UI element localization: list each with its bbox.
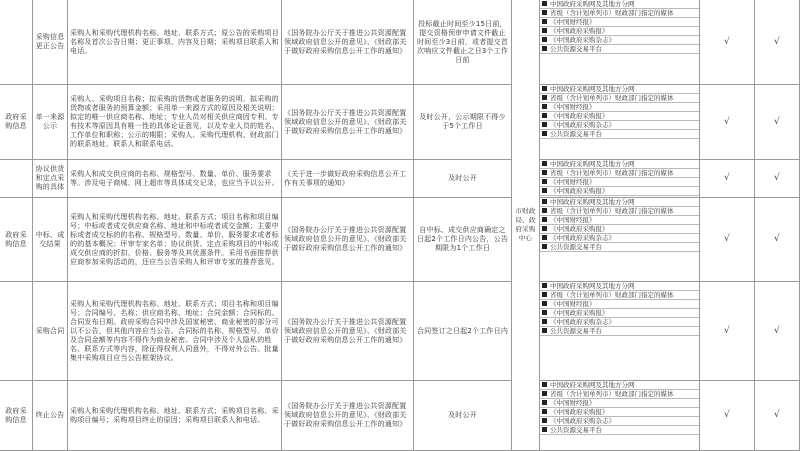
channel-item (540, 318, 699, 327)
check-mark: √ (755, 282, 800, 381)
checkbox-icon (542, 235, 547, 240)
channel-label: 省级（含计划单列市）财政部门指定的媒体 (550, 207, 674, 215)
channel-label: 《中国财经报》 (550, 300, 596, 308)
channel-item (540, 390, 699, 399)
channel-label: 《中国财经报》 (550, 103, 596, 111)
channel-item (540, 130, 699, 139)
channel-item (540, 381, 699, 390)
channel-item (540, 408, 699, 417)
channel-label: 《中国政府采购杂志》 (550, 234, 615, 242)
channel-item (540, 282, 699, 291)
channel-label: 《中国政府采购报》 (550, 408, 609, 416)
checkbox-icon (542, 37, 547, 42)
row-time-limit: 合同签订之日起2个工作日内 (414, 282, 512, 381)
row-channels (540, 0, 700, 85)
channel-item (540, 225, 699, 234)
row-content: 采购人和采购代理机构名称、地址、联系方式；采购项目名称、采购项目编号；采购项目终止的原因；采购项目联系人和电话。 (68, 381, 282, 451)
channel-item (540, 207, 699, 216)
channel-label: 《中国财经报》 (550, 178, 596, 186)
channel-item (540, 0, 699, 9)
channel-label: 省级（含计划单列市）财政部门指定的媒体 (550, 94, 674, 102)
row-category (0, 160, 33, 198)
checkbox-icon (542, 95, 547, 100)
checkbox-icon (542, 113, 547, 118)
channel-item (540, 103, 699, 112)
checkbox-icon (542, 283, 547, 288)
row-category: 政府采购信息 (0, 198, 33, 282)
checkbox-icon (542, 161, 547, 166)
checkbox-icon (542, 226, 547, 231)
checkbox-icon (542, 86, 547, 91)
channel-item (540, 94, 699, 103)
row-subtype: 中标、成交结果 (33, 198, 68, 282)
row-category: 政府采购信息 (0, 381, 33, 451)
channel-item (540, 36, 699, 45)
channel-label: 省级（含计划单列市）财政部门指定的媒体 (550, 291, 674, 299)
channel-label: 省级（含计划单列市）财政部门指定的媒体 (550, 9, 674, 17)
channel-item (540, 216, 699, 225)
channel-label: 《中国政府采购杂志》 (550, 36, 615, 44)
channel-item (540, 160, 699, 169)
row-subtype: 协议供货和定点采购的具体 (33, 160, 68, 198)
channel-item (540, 243, 699, 252)
checkbox-icon (542, 199, 547, 204)
row-channels (540, 85, 700, 160)
channel-item (540, 399, 699, 408)
checkbox-icon (542, 28, 547, 33)
channel-label: 中国政府采购网及其地方分网 (550, 282, 635, 290)
channel-label: 《中国政府采购杂志》 (550, 417, 615, 425)
checkbox-icon (542, 427, 547, 432)
channel-label: 《中国政府采购报》 (550, 187, 609, 195)
channel-item (540, 300, 699, 309)
row-subtype: 终止公告 (33, 381, 68, 451)
checkbox-icon (542, 131, 547, 136)
checkbox-icon (542, 409, 547, 414)
channel-item (540, 18, 699, 27)
checkbox-icon (542, 104, 547, 109)
checkbox-icon (542, 301, 547, 306)
channel-label: 中国政府采购网及其地方分网 (550, 85, 635, 93)
row-time-limit: 投标截止时间至少15日前，提交资格预审申请文件截止时间至少3日前，或者提交首次响应文件截止之日3个工作日前 (414, 0, 512, 85)
checkbox-icon (542, 310, 547, 315)
channel-label: 中国政府采购网及其地方分网 (550, 198, 635, 206)
check-mark: √ (700, 381, 755, 451)
row-basis: 《国务院办公厅关于推进公共资源配置领域政府信息公开的意见》、《财政部关于做好政府采购信息公开工作的通知》 (282, 0, 414, 85)
check-mark: √ (700, 0, 755, 85)
checkbox-icon (542, 208, 547, 213)
row-category (0, 0, 33, 85)
checkbox-icon (542, 122, 547, 127)
channel-label: 公共资源交易平台 (550, 243, 602, 251)
channel-label: 《中国财经报》 (550, 18, 596, 26)
channel-item (540, 234, 699, 243)
channel-item (540, 309, 699, 318)
channel-label: 公共资源交易平台 (550, 426, 602, 434)
channel-label: 《中国政府采购杂志》 (550, 121, 615, 129)
channel-label: 公共资源交易平台 (550, 45, 602, 53)
checkbox-icon (542, 217, 547, 222)
channel-item (540, 327, 699, 336)
channel-label: 公共资源交易平台 (550, 327, 602, 335)
channel-item (540, 121, 699, 130)
checkbox-icon (542, 1, 547, 6)
checkbox-icon (542, 244, 547, 249)
row-subtype: 采购信息更正公告 (33, 0, 68, 85)
channel-item (540, 198, 699, 207)
row-channels (540, 282, 700, 381)
check-mark: √ (755, 198, 800, 282)
check-mark: √ (755, 85, 800, 160)
row-content: 采购人和采购代理机构名称、地址、联系方式；原公告的采购项目名称及首次公告日期；更正事项、内容及日期；采购项目联系人和电话。 (68, 0, 282, 85)
row-basis: 《国务院办公厅关于推进公共资源配置领域政府信息公开的意见》、《财政部关于做好政府采购信息公开工作的通知》 (282, 282, 414, 381)
checkbox-icon (542, 19, 547, 24)
channel-item (540, 9, 699, 18)
channel-label: 省级（含计划单列市）财政部门指定的媒体 (550, 390, 674, 398)
row-channels (540, 160, 700, 198)
row-content: 采购人和采购代理机构名称、地址、联系方式；项目名称和项目编号；合同编号、名称；供应商名称、地址；合同金额；合同标的、合同发布日期。政府采购合同中涉及国家秘密、商业秘密的部分可以不公告，但其他内容应当公告。合同标的名称、规格型号、单价及合同金额等内容不得作为商业秘密。合同中涉及个人隐私的姓名、联系方式等内容，除征得权利人同意外，不得对外公告。批量集中采购项目应当公告框架协议。 (68, 282, 282, 381)
row-content: 采购人和成交供应商的名称、规格型号、数量、单价、服务要求等。涉及电子商城、网上超市等具体成交记录，也应当予以公开。 (68, 160, 282, 198)
channel-label: 《中国政府采购报》 (550, 27, 609, 35)
row-basis: 《关于进一步做好政府采购信息公开工作有关事项的通知》 (282, 160, 414, 198)
channel-label: 中国政府采购网及其地方分网 (550, 381, 635, 389)
row-basis: 《国务院办公厅关于推进公共资源配置领域政府信息公开的意见》、《财政部关于做好政府采购信息公开工作的通知》 (282, 85, 414, 160)
channel-item (540, 291, 699, 300)
row-category (0, 282, 33, 381)
channel-item (540, 178, 699, 187)
checkbox-icon (542, 391, 547, 396)
channel-item (540, 45, 699, 54)
checkbox-icon (542, 292, 547, 297)
checkbox-icon (542, 170, 547, 175)
check-mark: √ (755, 160, 800, 198)
row-channels (540, 381, 700, 451)
checkbox-icon (542, 10, 547, 15)
responsible-subject: 市财政局、政府采购中心 (512, 0, 540, 451)
check-mark: √ (755, 381, 800, 451)
row-channels (540, 198, 700, 282)
channel-label: 中国政府采购网及其地方分网 (550, 0, 635, 8)
row-basis: 《国务院办公厅关于推进公共资源配置领域政府信息公开的意见》、《财政部关于做好政府采购信息公开工作的通知》 (282, 198, 414, 282)
check-mark: √ (700, 85, 755, 160)
check-mark: √ (700, 160, 755, 198)
channel-item (540, 426, 699, 435)
checkbox-icon (542, 400, 547, 405)
channel-label: 《中国政府采购报》 (550, 309, 609, 317)
row-time-limit: 及时公开，公示期限不得少于5个工作日 (414, 85, 512, 160)
channel-label: 《中国财经报》 (550, 399, 596, 407)
row-time-limit: 及时公开 (414, 381, 512, 451)
check-mark: √ (700, 282, 755, 381)
channel-label: 省级（含计划单列市）财政部门指定的媒体 (550, 169, 674, 177)
checkbox-icon (542, 328, 547, 333)
checkbox-icon (542, 179, 547, 184)
row-category: 政府采购信息 (0, 85, 33, 160)
channel-item (540, 187, 699, 196)
row-basis: 《国务院办公厅关于推进公共资源配置领域政府信息公开的意见》、《财政部关于做好政府采购信息公开工作的通知》 (282, 381, 414, 451)
checkbox-icon (542, 46, 547, 51)
row-content: 采购人和采购代理机构名称、地址、联系方式；项目名称和项目编号；中标或者成交供应商名称、地址和中标或者成交金额；主要中标或者成交标的的名称、规格型号、数量、单价、服务要求或者标的的基本概况；评审专家名单；协议供货、定点采购项目的中标或成交供应商的折扣、价格、服务等及其优惠条件。采用书面推荐供应商参加采购活动的，还应当公告采购人和评审专家的推荐意见。 (68, 198, 282, 282)
channel-item (540, 112, 699, 121)
check-mark: √ (700, 198, 755, 282)
channel-item (540, 85, 699, 94)
row-time-limit: 及时公开 (414, 160, 512, 198)
channel-label: 《中国政府采购报》 (550, 225, 609, 233)
checkbox-icon (542, 382, 547, 387)
checkbox-icon (542, 319, 547, 324)
channel-label: 中国政府采购网及其地方分网 (550, 160, 635, 168)
channel-label: 《中国政府采购报》 (550, 112, 609, 120)
channel-label: 《中国财经报》 (550, 216, 596, 224)
checkbox-icon (542, 418, 547, 423)
channel-label: 公共资源交易平台 (550, 130, 602, 138)
channel-item (540, 417, 699, 426)
row-content: 采购人、采购项目名称；拟采购的货物或者服务的说明、拟采购的货物或者服务的预算金额；采用单一来源方式的原因及相关说明；拟定的唯一供应商名称、地址；专业人员对相关供应商因专利、专有技术等原因具有唯一性的具体论证意见，以及专业人员的姓名、工作单位和职称；公示的期限；采购人、采购代理机构、财政部门的联系地址、联系人和联系电话。 (68, 85, 282, 160)
channel-item (540, 27, 699, 36)
checkbox-icon (542, 188, 547, 193)
check-mark: √ (755, 0, 800, 85)
channel-item (540, 169, 699, 178)
channel-label: 《中国政府采购杂志》 (550, 318, 615, 326)
row-time-limit: 自中标、成交供应商确定之日起2个工作日内公告，公告期限为1个工作日 (414, 198, 512, 282)
row-subtype: 单一来源公示 (33, 85, 68, 160)
row-subtype: 采购合同 (33, 282, 68, 381)
